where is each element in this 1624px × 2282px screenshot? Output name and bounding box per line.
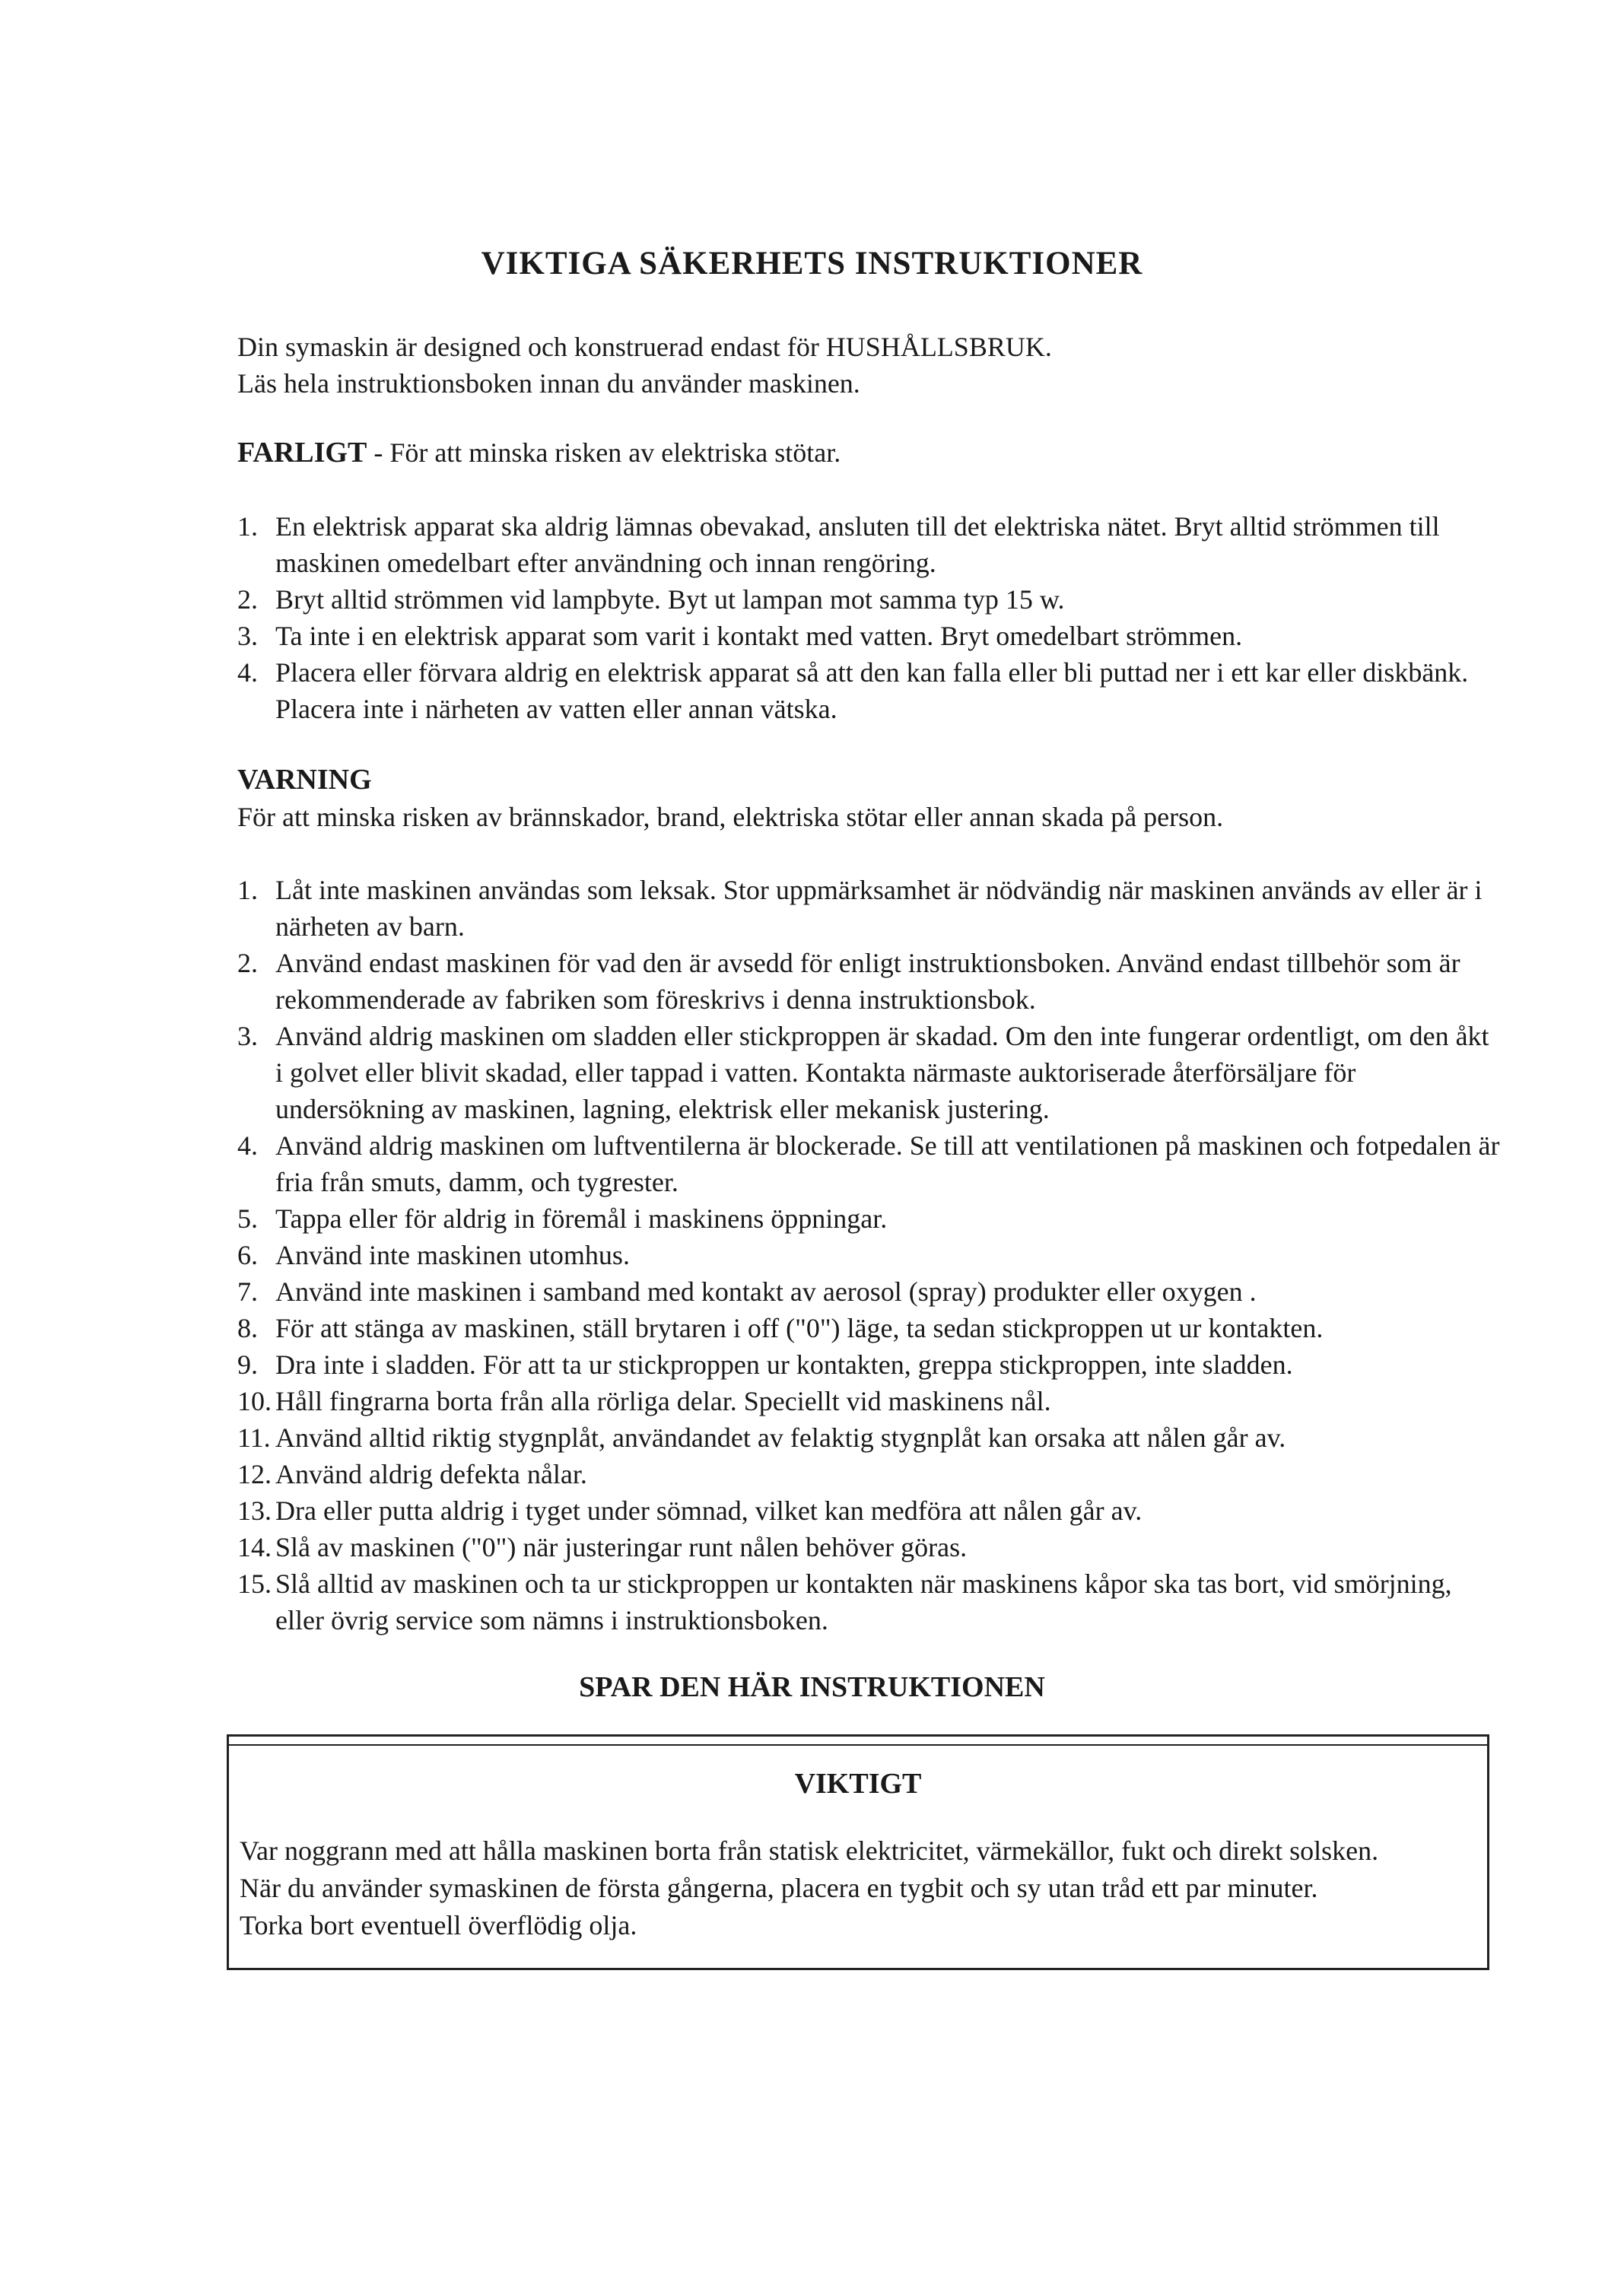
- warning-intro: För att minska risken av brännskador, brand, elektriska stötar eller annan skada på person.: [237, 802, 1224, 832]
- danger-list: [237, 508, 1500, 727]
- list-item: 14. Slå av maskinen ("0") när justeringar runt nålen behöver göras.: [237, 1532, 968, 1562]
- box-divider: [229, 1744, 1487, 1746]
- list-item: 4. Placera eller förvara aldrig en elektrisk apparat så att den kan falla eller bli puttad ner i ett kar eller diskbänk. Placera inte i närheten av vatten eller annan vätska.: [237, 657, 1469, 724]
- page-title: VIKTIGA SÄKERHETS INSTRUKTIONER: [481, 246, 1143, 281]
- list-item: 12. Använd aldrig defekta nålar.: [237, 1459, 587, 1489]
- list-item: 15. Slå alltid av maskinen och ta ur stickproppen ur kontakten när maskinens kåpor ska tas bort, vid smörjning, eller övrig service som nämns i instruktionsboken.: [237, 1568, 1452, 1635]
- important-box: [227, 1734, 1489, 1970]
- list-item: 3. Ta inte i en elektrisk apparat som varit i kontakt med vatten. Bryt omedelbart strömmen.: [237, 621, 1243, 651]
- list-item: 13. Dra eller putta aldrig i tyget under sömnad, vilket kan medföra att nålen går av.: [237, 1495, 1143, 1526]
- list-item: 2. Använd endast maskinen för vad den är avsedd för enligt instruktionsboken. Använd endast tillbehör som är rekommenderade av fabriken som föreskrivs i denna instruktionsbok.: [237, 948, 1460, 1015]
- list-item: 6. Använd inte maskinen utomhus.: [237, 1240, 630, 1270]
- important-line-2: När du använder symaskinen de första gångerna, placera en tygbit och sy utan tråd ett par minuter.: [240, 1873, 1318, 1903]
- list-item: 1. En elektrisk apparat ska aldrig lämnas obevakad, ansluten till det elektriska nätet. Bryt alltid strömmen till maskinen omedelbart efter användning och innan rengöring.: [237, 511, 1440, 578]
- list-item: 5. Tappa eller för aldrig in föremål i maskinens öppningar.: [237, 1203, 888, 1234]
- danger-heading: [237, 436, 841, 469]
- list-item: 8. För att stänga av maskinen, ställ brytaren i off ("0") läge, ta sedan stickproppen ut ur kontakten.: [237, 1313, 1324, 1343]
- danger-text: - För att minska risken av elektriska stötar.: [367, 437, 841, 468]
- list-item: 2. Bryt alltid strömmen vid lampbyte. Byt ut lampan mot samma typ 15 w.: [237, 584, 1065, 615]
- important-text: [240, 1832, 1378, 1944]
- list-item: 10. Håll fingrarna borta från alla rörliga delar. Speciellt vid maskinens nål.: [237, 1386, 1051, 1416]
- list-item: 9. Dra inte i sladden. För att ta ur stickproppen ur kontakten, greppa stickproppen, inte sladden.: [237, 1349, 1293, 1380]
- important-title: VIKTIGT: [794, 1768, 922, 1800]
- save-instructions-heading: SPAR DEN HÄR INSTRUKTIONEN: [579, 1671, 1045, 1703]
- intro-text: [237, 329, 1052, 402]
- list-item: 4. Använd aldrig maskinen om luftventilerna är blockerade. Se till att ventilationen på maskinen och fotpedalen är fria från smuts, damm, och tygrester.: [237, 1130, 1500, 1197]
- warning-list: [237, 872, 1500, 1638]
- list-item: 1. Låt inte maskinen användas som leksak. Stor uppmärksamhet är nödvändig när maskinen används av eller är i närheten av barn.: [237, 875, 1483, 942]
- list-item: 3. Använd aldrig maskinen om sladden eller stickproppen är skadad. Om den inte fungerar ordentligt, om den åkt i golvet eller blivit skadad, eller tappad i vatten. Kontakta närmaste auktoriserade återförsäljare för undersökning av maskinen, lagning, elektrisk eller mekanisk justering.: [237, 1021, 1489, 1124]
- important-line-3: Torka bort eventuell överflödig olja.: [240, 1910, 637, 1940]
- list-item: 11. Använd alltid riktig stygnplåt, användandet av felaktig stygnplåt kan orsaka att nålen går av.: [237, 1422, 1286, 1453]
- warning-heading: VARNING: [237, 764, 372, 796]
- intro-line-1: Din symaskin är designed och konstruerad endast för HUSHÅLLSBRUK.: [237, 332, 1052, 362]
- important-line-1: Var noggrann med att hålla maskinen borta från statisk elektricitet, värmekällor, fukt och direkt solsken.: [240, 1835, 1379, 1866]
- list-item: 7. Använd inte maskinen i samband med kontakt av aerosol (spray) produkter eller oxygen .: [237, 1276, 1257, 1307]
- danger-label: FARLIGT: [237, 437, 367, 469]
- intro-line-2: Läs hela instruktionsboken innan du använder maskinen.: [237, 368, 860, 399]
